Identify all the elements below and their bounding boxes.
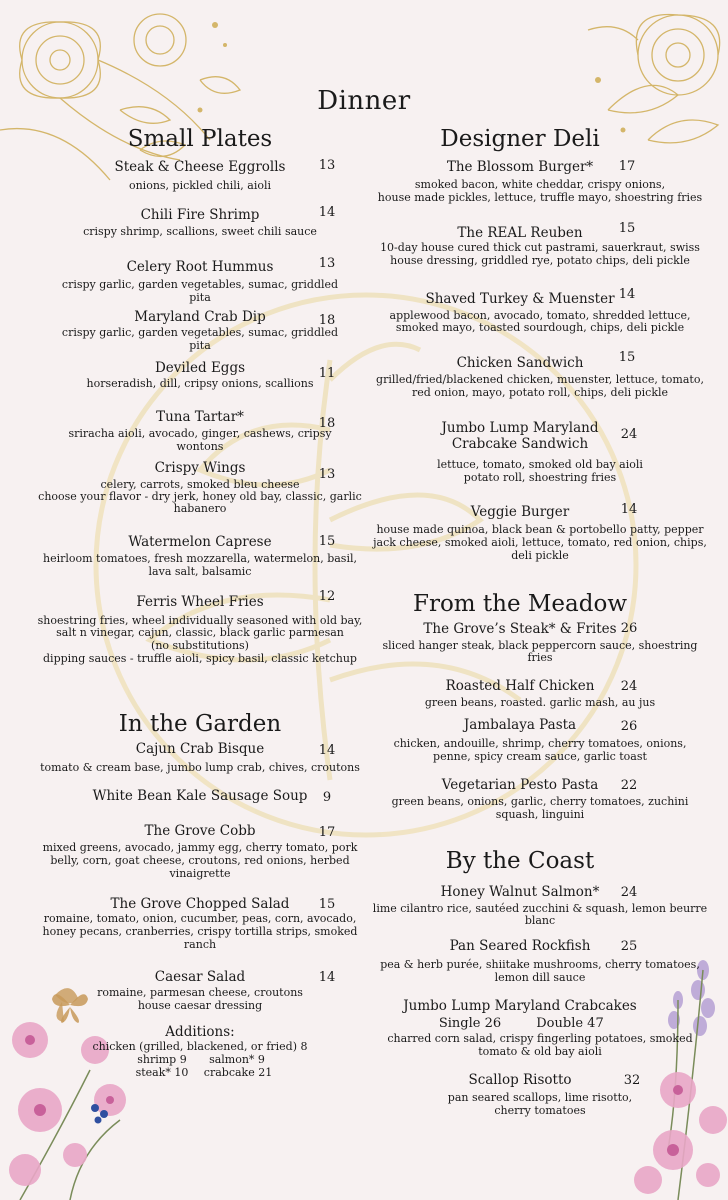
item-price: 18: [318, 313, 336, 328]
item-desc: deli pickle: [511, 549, 569, 562]
item-price: 13: [318, 256, 336, 271]
item-name: The Grove Chopped Salad: [110, 896, 290, 912]
item-desc: shoestring fries, wheel individually seasoned with old bay,: [37, 614, 363, 627]
section-heading-from-the-meadow: From the Meadow: [412, 591, 628, 617]
item-desc: ranch: [183, 938, 217, 951]
item-price: 14: [318, 205, 336, 220]
item-name: Steak & Cheese Eggrolls: [114, 159, 286, 175]
item-price: 15: [618, 221, 636, 236]
item-desc: penne, spicy cream sauce, garlic toast: [433, 750, 647, 763]
item-name: Watermelon Caprese: [128, 534, 272, 550]
item-desc: 10-day house cured thick cut pastrami, sauerkraut, swiss: [380, 241, 700, 254]
item-desc: dipping sauces - truffle aioli, spicy basil, classic ketchup: [43, 652, 357, 665]
item-desc: smoked bacon, white cheddar, crispy onions,: [414, 178, 666, 191]
item-name: Vegetarian Pesto Pasta: [441, 777, 599, 793]
item-desc: honey pecans, cranberries, crispy tortilla strips, smoked: [42, 925, 358, 938]
item-desc: red onion, mayo, potato roll, chips, deli pickle: [411, 386, 669, 399]
item-desc: grilled/fried/blackened chicken, muenster, lettuce, tomato,: [376, 373, 704, 386]
item-price: 24: [620, 679, 638, 694]
item-desc: lava salt, balsamic: [148, 565, 252, 578]
item-desc: house made pickles, lettuce, truffle mayo, shoestring fries: [377, 191, 703, 204]
item-desc: pan seared scallops, lime risotto,: [447, 1091, 633, 1104]
item-desc: jack cheese, smoked aioli, lettuce, tomato, red onion, chips,: [373, 536, 707, 549]
item-name: Veggie Burger: [470, 504, 570, 520]
item-name: Ferris Wheel Fries: [136, 594, 264, 610]
section-heading-small-plates: Small Plates: [127, 126, 273, 152]
item-desc: cherry tomatoes: [494, 1104, 586, 1117]
item-name: The Blossom Burger*: [446, 159, 594, 175]
item-name: Shaved Turkey & Muenster: [425, 291, 615, 307]
item-name: The Grove’s Steak* & Frites: [423, 621, 617, 637]
item-price: 15: [318, 534, 336, 549]
item-price: 18: [318, 416, 336, 431]
item-desc: vinaigrette: [169, 867, 231, 880]
item-desc: salt n vinegar, cajun, classic, black garlic parmesan: [56, 626, 344, 639]
item-price: 13: [318, 158, 336, 173]
item-name-line2: Crabcake Sandwich: [451, 436, 589, 452]
item-price: 17: [618, 159, 636, 174]
item-desc: romaine, tomato, onion, cucumber, peas, corn, avocado,: [43, 912, 357, 925]
item-desc: fries: [527, 651, 553, 664]
additions-item: steak* 10: [135, 1066, 189, 1079]
item-price: 24: [620, 427, 638, 442]
item-name: Maryland Crab Dip: [134, 309, 266, 325]
item-desc: celery, carrots, smoked bleu cheese: [100, 478, 300, 491]
item-desc: choose your flavor - dry jerk, honey old bay, classic, garlic: [38, 490, 362, 503]
item-desc: blanc: [524, 914, 556, 927]
item-desc: belly, corn, goat cheese, croutons, red onions, herbed: [50, 854, 350, 867]
item-name: Jambalaya Pasta: [463, 717, 577, 733]
item-name: Cajun Crab Bisque: [135, 741, 265, 757]
item-desc: onions, pickled chili, aioli: [128, 179, 272, 192]
item-desc: smoked mayo, toasted sourdough, chips, deli pickle: [395, 321, 685, 334]
item-desc: pea & herb purée, shiitake mushrooms, cherry tomatoes,: [380, 958, 700, 971]
item-desc: mixed greens, avocado, jammy egg, cherry tomato, pork: [42, 841, 358, 854]
item-price: 14: [318, 970, 336, 985]
item-desc: potato roll, shoestring fries: [463, 471, 617, 484]
item-desc: lettuce, tomato, smoked old bay aioli: [437, 458, 643, 471]
item-price: 14: [618, 287, 636, 302]
item-name: Chili Fire Shrimp: [140, 207, 260, 223]
item-price: 13: [318, 467, 336, 482]
page-title: Dinner: [317, 86, 411, 116]
item-name: Roasted Half Chicken: [445, 678, 595, 694]
item-desc: chicken, andouille, shrimp, cherry tomatoes, onions,: [393, 737, 687, 750]
item-name: Jumbo Lump Maryland: [441, 420, 599, 436]
section-heading-by-the-coast: By the Coast: [445, 848, 595, 874]
item-price: 12: [318, 589, 336, 604]
item-desc: sriracha aioli, avocado, ginger, cashews, cripsy wontons: [68, 427, 332, 453]
additions-item: shrimp 9: [137, 1053, 187, 1066]
item-desc: tomato & old bay aioli: [478, 1045, 602, 1058]
item-desc: (no substitutions): [151, 639, 249, 652]
item-name: Tuna Tartar*: [156, 409, 244, 425]
item-price-double: Double 47: [536, 1016, 604, 1031]
item-desc: horseradish, dill, cripsy onions, scallions: [86, 377, 314, 390]
item-price: 25: [620, 939, 638, 954]
item-price: 9: [322, 790, 332, 805]
item-price: 17: [318, 825, 336, 840]
item-desc: charred corn salad, crispy fingerling potatoes, smoked: [387, 1032, 693, 1045]
section-heading-in-the-garden: In the Garden: [118, 711, 282, 737]
item-name: Celery Root Hummus: [126, 259, 274, 275]
item-desc: lemon dill sauce: [494, 971, 586, 984]
item-name: Caesar Salad: [154, 969, 246, 985]
item-name: The REAL Reuben: [457, 225, 583, 241]
item-desc: romaine, parmesan cheese, croutons: [97, 986, 303, 999]
item-price: 32: [623, 1073, 641, 1088]
item-price: 26: [620, 621, 638, 636]
item-desc: tomato & cream base, jumbo lump crab, chives, croutons: [40, 761, 360, 774]
item-desc: house dressing, griddled rye, potato chips, deli pickle: [390, 254, 690, 267]
item-name: White Bean Kale Sausage Soup: [92, 788, 308, 804]
item-desc: green beans, onions, garlic, cherry tomatoes, zuchini: [391, 795, 689, 808]
item-desc: green beans, roasted. garlic mash, au jus: [424, 696, 656, 709]
item-name: Scallop Risotto: [468, 1072, 572, 1088]
additions-item: crabcake 21: [203, 1066, 273, 1079]
item-price: 24: [620, 885, 638, 900]
item-desc: lime cilantro rice, sautéed zucchini & squash, lemon beurre: [372, 902, 708, 915]
item-desc: crispy shrimp, scallions, sweet chili sauce: [83, 225, 317, 238]
item-desc: crispy garlic, garden vegetables, sumac, griddled pita: [61, 326, 339, 352]
item-name: Chicken Sandwich: [456, 355, 584, 371]
item-desc: house caesar dressing: [137, 999, 263, 1012]
item-name: Honey Walnut Salmon*: [440, 884, 600, 900]
item-desc: habanero: [173, 502, 227, 515]
additions-line: chicken (grilled, blackened, or fried) 8: [92, 1040, 308, 1053]
section-heading-designer-deli: Designer Deli: [440, 126, 600, 152]
item-desc: crispy garlic, garden vegetables, sumac, griddled pita: [61, 278, 339, 304]
item-price: 14: [620, 502, 638, 517]
item-name: Crispy Wings: [154, 460, 246, 476]
item-price: 15: [318, 897, 336, 912]
additions-heading: Additions:: [165, 1024, 235, 1040]
item-name: Deviled Eggs: [154, 360, 246, 376]
item-price: 11: [318, 366, 336, 381]
item-price-single: Single 26: [438, 1016, 502, 1031]
item-price: 15: [618, 350, 636, 365]
item-desc: house made quinoa, black bean & portobello patty, pepper: [376, 523, 704, 536]
item-price: 26: [620, 719, 638, 734]
item-desc: sliced hanger steak, black peppercorn sauce, shoestring: [382, 639, 698, 652]
item-price: 14: [318, 743, 336, 758]
item-name: Jumbo Lump Maryland Crabcakes: [403, 998, 637, 1014]
item-desc: heirloom tomatoes, fresh mozzarella, watermelon, basil,: [42, 552, 357, 565]
item-desc: applewood bacon, avocado, tomato, shredded lettuce,: [389, 309, 691, 322]
item-name: Pan Seared Rockfish: [449, 938, 591, 954]
additions-item: salmon* 9: [209, 1053, 265, 1066]
item-name: The Grove Cobb: [144, 823, 256, 839]
item-desc: squash, linguini: [495, 808, 585, 821]
item-price: 22: [620, 778, 638, 793]
